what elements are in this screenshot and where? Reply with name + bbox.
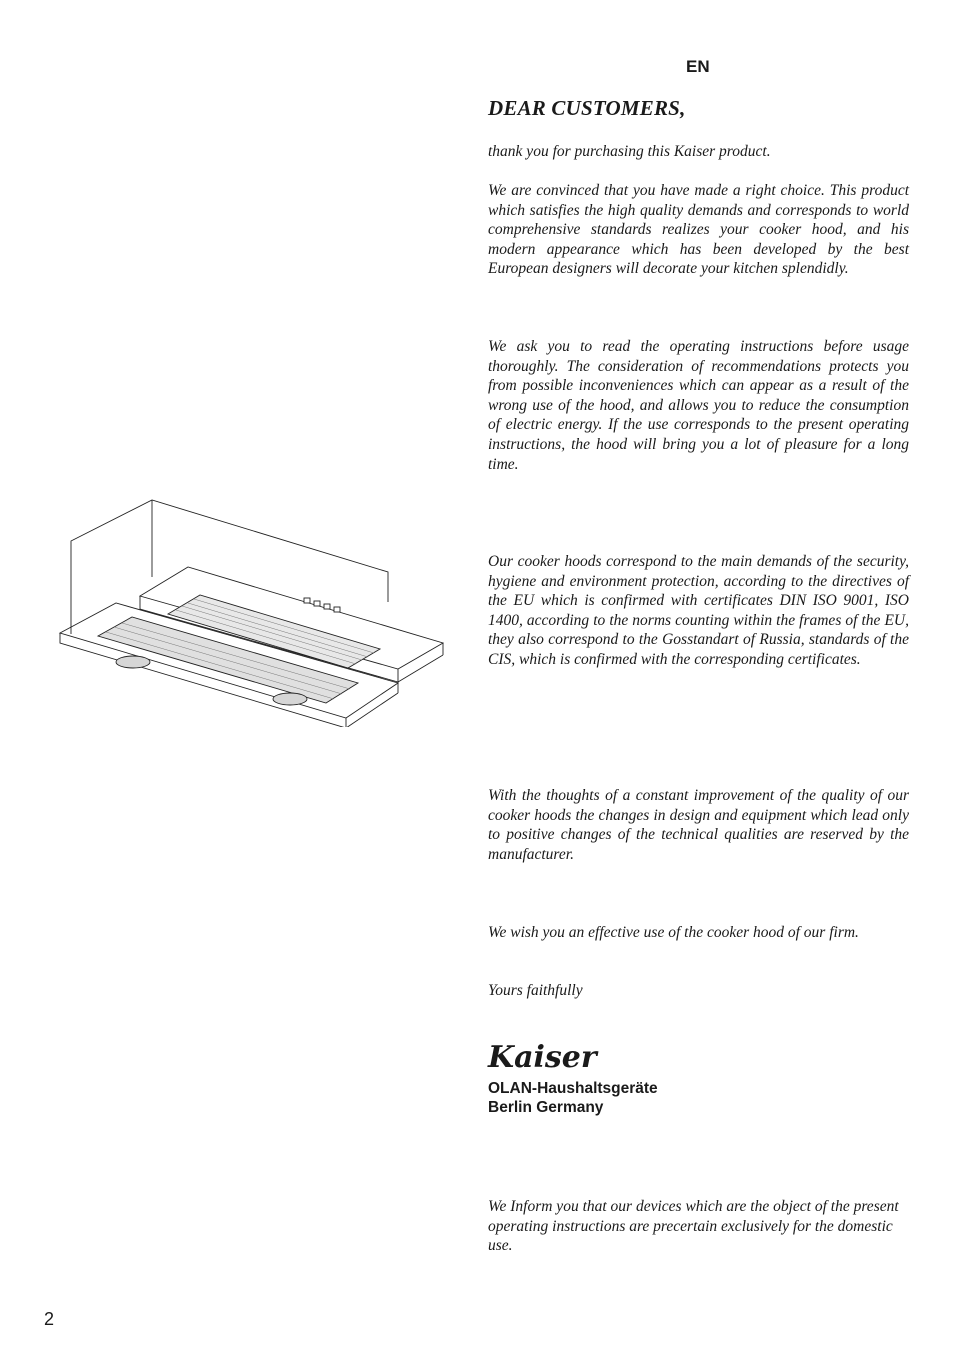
- company-name: OLAN-Haushaltsgeräte: [488, 1080, 658, 1097]
- choice-paragraph: We are convinced that you have made a right choice. This product which satisfies the high quality demands and corresponds to world comprehensive standards realizes your cooker hood, and his modern appearance which has been developed by the best European designers will decorate your kitchen splendidly.: [488, 182, 909, 278]
- page-number: 2: [44, 1309, 55, 1329]
- company-address: [488, 1079, 658, 1117]
- language-tag: EN: [686, 57, 710, 76]
- svg-text:Kaiser: Kaiser: [488, 1040, 597, 1075]
- company-location: Berlin Germany: [488, 1099, 604, 1116]
- standards-paragraph: Our cooker hoods correspond to the main demands of the security, hygiene and environment protection, according to the directives of the EU which is confirmed with certificates DIN ISO 9001, ISO 1400, according to the norms counting within the frames of the EU, they also correspond to the Gosstandart of Russia, standards of the CIS, which is confirmed with the corresponding certificates.: [488, 553, 909, 668]
- wish-paragraph: We wish you an effective use of the cooker hood of our firm.: [488, 924, 859, 941]
- cooker-hood-illustration: [58, 497, 453, 727]
- instructions-paragraph: We ask you to read the operating instructions before usage thoroughly. The consideration of recommendations protects you from possible inconveniences which can appear as a result of the wrong use of the hood, and allows you to reduce the consumption of electric energy. If the use corresponds to the present operating instructions, the hood will bring you a lot of pleasure for a long time.: [488, 338, 909, 473]
- improvement-paragraph: With the thoughts of a constant improvement of the quality of our cooker hoods the changes in design and equipment which lead only to positive changes of the technical qualities are reserved by the manufacturer.: [488, 787, 909, 863]
- closing-line: Yours faithfully: [488, 982, 583, 999]
- domestic-use-note: We Inform you that our devices which are the object of the present operating instructions are precertain exclusively for the domestic use.: [488, 1198, 899, 1255]
- kaiser-logo: [486, 1036, 606, 1076]
- intro-paragraph: thank you for purchasing this Kaiser product.: [488, 143, 771, 160]
- page-heading: DEAR CUSTOMERS,: [488, 96, 686, 120]
